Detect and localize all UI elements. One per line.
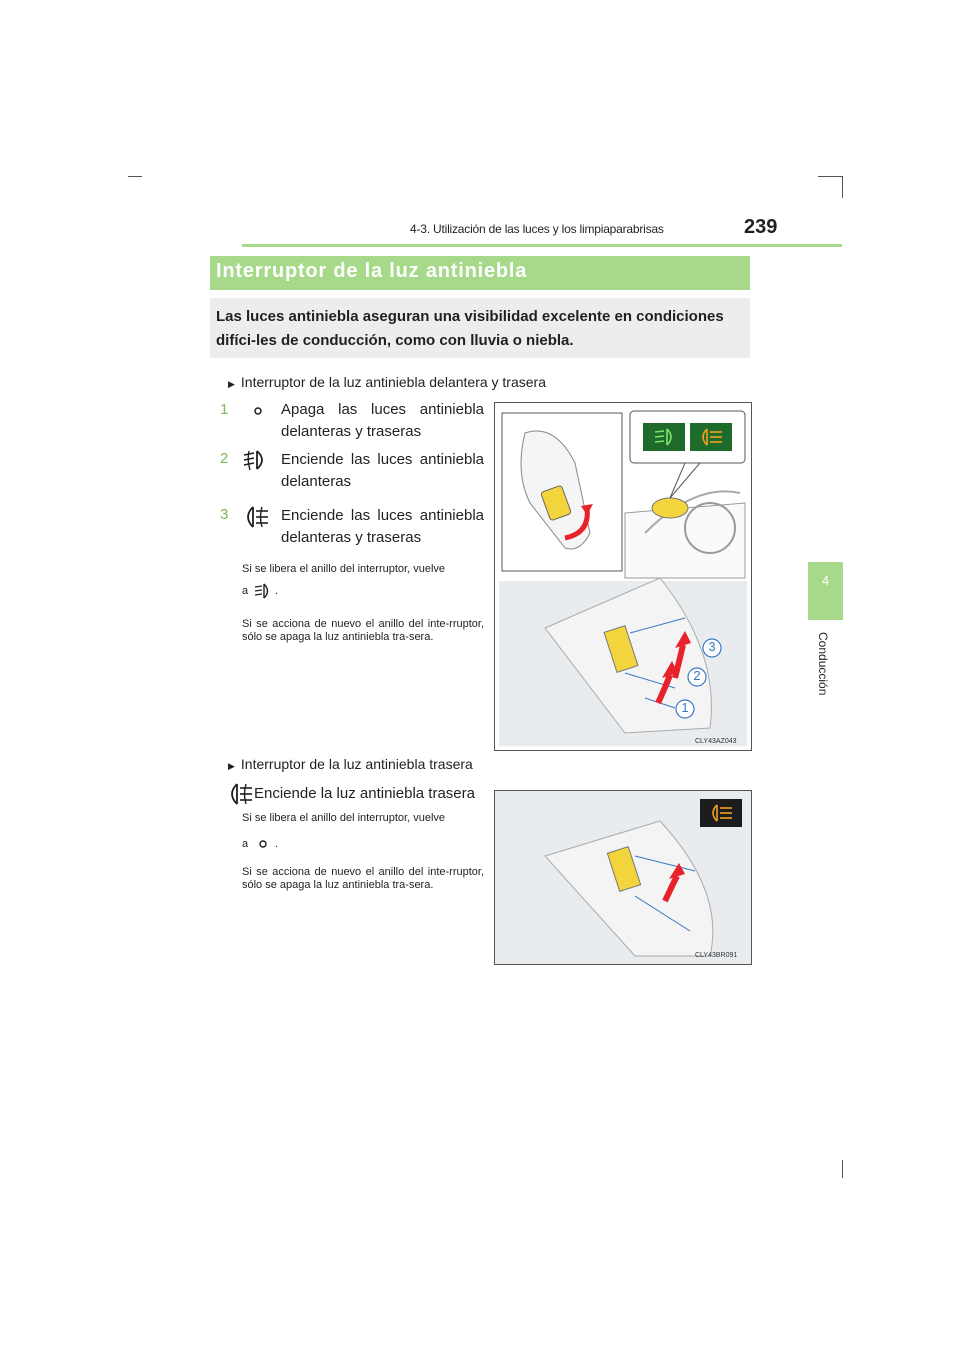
fog-off-icon bbox=[257, 838, 269, 850]
note-return bbox=[242, 563, 484, 576]
callout-3: 3 bbox=[708, 639, 716, 654]
rear-item-text: Enciende la luz antiniebla trasera bbox=[254, 785, 475, 802]
front-fog-icon bbox=[242, 448, 270, 472]
bullet-icon: ▶ bbox=[228, 379, 235, 389]
item-text-3: Enciende las luces antiniebla delanteras y traseras bbox=[281, 507, 484, 546]
rear-fog-icon bbox=[242, 504, 270, 530]
item-text-1: Apaga las luces antiniebla delanteras y traseras bbox=[281, 401, 484, 440]
crop-mark bbox=[842, 1160, 843, 1178]
intro-text: Las luces antiniebla aseguran una visibilidad excelente en condiciones difíci-les de conducción, como con lluvia o niebla. bbox=[216, 308, 724, 349]
note-text: Si se libera el anillo del interruptor, vuelve bbox=[242, 563, 446, 575]
crop-mark bbox=[128, 176, 142, 177]
crop-mark bbox=[818, 176, 842, 177]
item-number-2: 2 bbox=[220, 450, 229, 467]
section-title: Interruptor de la luz antiniebla bbox=[216, 260, 528, 282]
subheading-front-rear bbox=[228, 374, 546, 390]
item-number-1: 1 bbox=[220, 401, 229, 418]
item-number-3: 3 bbox=[220, 506, 229, 523]
bullet-icon: ▶ bbox=[228, 761, 235, 771]
crop-mark bbox=[842, 176, 843, 198]
figure-illustration bbox=[495, 403, 751, 750]
rear-note-off: Si se acciona de nuevo el anillo del inte-rruptor, sólo se apaga la luz antiniebla tra-sera. bbox=[242, 866, 484, 891]
subheading-text: Interruptor de la luz antiniebla delantera y trasera bbox=[240, 374, 546, 390]
header-rule bbox=[242, 244, 842, 247]
callout-2: 2 bbox=[693, 668, 701, 683]
chapter-tab bbox=[808, 562, 843, 620]
figure-code: CLY43BR091 bbox=[695, 952, 738, 959]
page-number: 239 bbox=[744, 216, 778, 238]
chapter-label: Conducción bbox=[816, 632, 830, 696]
figure-rear bbox=[494, 790, 752, 965]
subheading-text: Interruptor de la luz antiniebla trasera bbox=[240, 756, 473, 772]
note-return-line2 bbox=[242, 585, 248, 598]
note-period: . bbox=[275, 585, 279, 597]
front-fog-icon bbox=[254, 582, 272, 600]
rear-note-return: Si se libera el anillo del interruptor, vuelve bbox=[242, 812, 446, 824]
rear-fog-icon bbox=[226, 781, 254, 807]
rear-note-return-line2: a bbox=[242, 838, 249, 850]
fog-off-icon bbox=[252, 405, 264, 417]
chapter-number: 4 bbox=[821, 573, 830, 588]
note-text: a bbox=[242, 585, 249, 597]
figure-code: CLY43AZ043 bbox=[695, 738, 737, 745]
figure-illustration bbox=[495, 791, 751, 964]
item-text-2: Enciende las luces antiniebla delanteras bbox=[281, 451, 484, 490]
note-rear-off: Si se acciona de nuevo el anillo del inte-rruptor, sólo se apaga la luz antiniebla tra-sera. bbox=[242, 618, 484, 643]
rear-note-period: . bbox=[275, 838, 279, 850]
section-path: 4-3. Utilización de las luces y los limpiaparabrisas bbox=[410, 222, 664, 236]
figure-front-rear bbox=[494, 402, 752, 751]
callout-1: 1 bbox=[681, 700, 689, 715]
subheading-rear bbox=[228, 756, 473, 772]
